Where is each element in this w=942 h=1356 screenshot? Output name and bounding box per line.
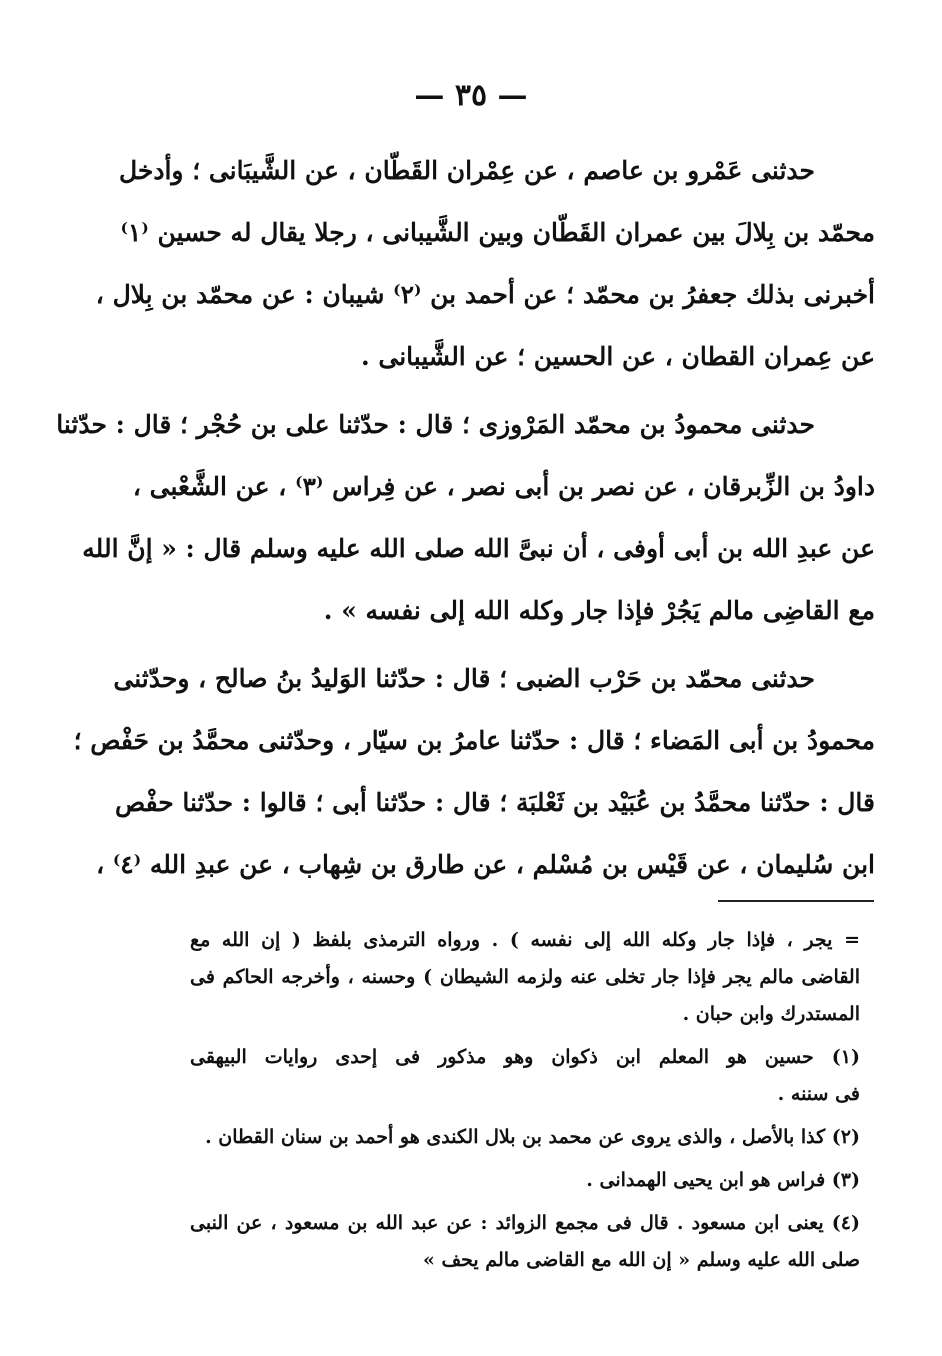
footnote-line: (٢) كذا بالأصل ، والذى يروى عن محمد بن بلال الكندى هو أحمد بن سنان القطان .	[205, 1126, 860, 1148]
text-line: مع القاضِى مالم يَجُرْ فإذا جار وكله الله إلى نفسه » .	[323, 596, 875, 625]
text-line: محمّد بن بِلالَ بين عمران القَطّان وبين الشَّيبانى ، رجلا يقال له حسين ⁽١⁾	[120, 218, 875, 247]
footnote-continuation	[190, 922, 860, 1033]
footnote-4	[190, 1205, 860, 1279]
footnote-line: صلى الله عليه وسلم « إن الله مع القاضى مالم يحف »	[422, 1249, 860, 1271]
text-line: أخبرنى بذلك جعفرُ بن محمّد ؛ عن أحمد بن ⁽٢⁾ شيبان : عن محمّد بن بِلال ،	[95, 280, 875, 309]
footnote-line: = يجر ، فإذا جار وكله الله إلى نفسه ) . ورواه الترمذى بلفظ ( إن الله مع	[190, 929, 860, 951]
text-line: قال : حدّثنا محمَّدُ بن عُبَيْد بن ثَعْلبَة ؛ قال : حدّثنا أبى ؛ قالوا : حدّثنا حفْص	[114, 788, 875, 817]
main-text	[56, 140, 875, 896]
footnote-divider	[718, 900, 874, 902]
text-line: عن عِمران القطان ، عن الحسين ؛ عن الشَّيبانى .	[360, 342, 875, 371]
text-line: محمودُ بن أبى المَضاء ؛ قال : حدّثنا عامرُ بن سيّار ، وحدّثنى محمَّدُ بن حَفْص ؛	[73, 726, 875, 755]
footnote-1	[190, 1039, 860, 1113]
paragraph-3	[73, 648, 875, 896]
page-number: — ٣٥ —	[414, 78, 528, 113]
footnote-line: (١) حسين هو المعلم ابن ذكوان وهو مذكور فى إحدى روايات البيهقى	[190, 1046, 860, 1068]
footnote-line: (٣) فراس هو ابن يحيى الهمدانى .	[586, 1169, 860, 1191]
text-line: حدثنى عَمْرو بن عاصم ، عن عِمْران القَطّان ، عن الشَّيبَانى ؛ وأدخل	[118, 156, 815, 185]
footnote-line: (٤) يعنى ابن مسعود . قال فى مجمع الزوائد : عن عبد الله بن مسعود ، عن النبى	[190, 1212, 860, 1234]
text-line: داودُ بن الزِّبرقان ، عن نصر بن أبى نصر ، عن فِراس ⁽٣⁾ ، عن الشَّعْبى ،	[132, 472, 875, 501]
text-line: ابن سُليمان ، عن قَيْس بن مُسْلم ، عن طارق بن شِهاب ، عن عبدِ الله ⁽٤⁾ ،	[96, 850, 875, 879]
footnote-line: المستدرك وابن حبان .	[682, 1003, 860, 1025]
footnote-line: القاضى مالم يجر فإذا جار تخلى عنه ولزمه الشيطان ) وحسنه ، وأخرجه الحاكم فى	[190, 966, 860, 988]
paragraph-2	[56, 394, 875, 642]
text-line: حدثنى محمودُ بن محمّد المَرْوزى ؛ قال : حدّثنا على بن حُجْر ؛ قال : حدّثنا	[56, 410, 815, 439]
footnotes	[190, 922, 860, 1279]
text-line: عن عبدِ الله بن أبى أوفى ، أن نبىَّ الله صلى الله عليه وسلم قال : « إنَّ الله	[82, 534, 875, 563]
footnote-line: فى سننه .	[777, 1083, 860, 1105]
footnote-2	[190, 1119, 860, 1156]
text-line: حدثنى محمّد بن حَرْب الضبى ؛ قال : حدّثنا الوَليدُ بنُ صالح ، وحدّثنى	[113, 664, 815, 693]
footnote-3	[190, 1162, 860, 1199]
paragraph-1	[95, 140, 875, 388]
